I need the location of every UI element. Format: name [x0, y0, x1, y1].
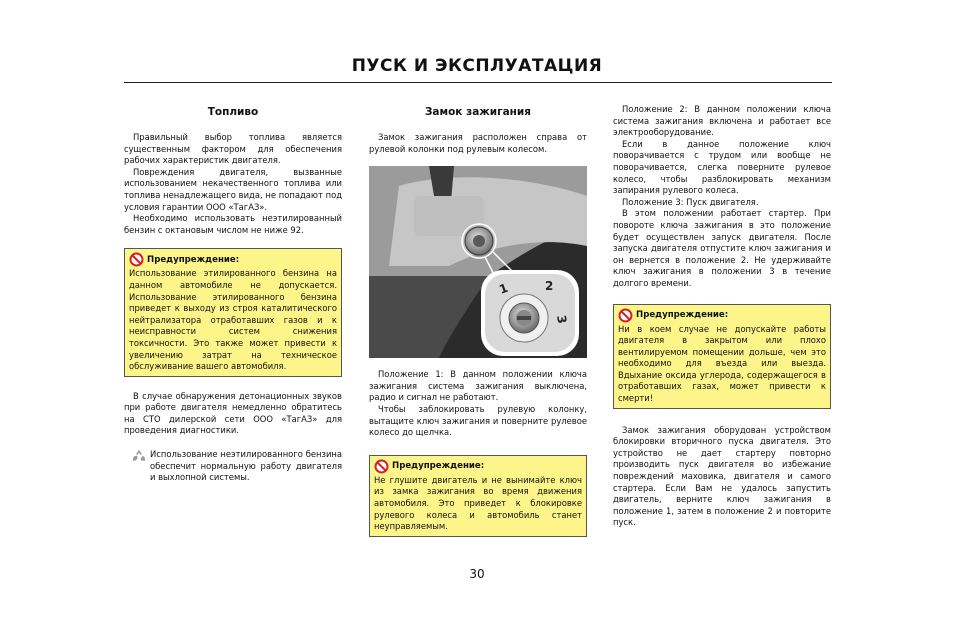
paragraph: В этом положении работает стартер. При повороте ключа зажигания в это положение будет осуществлен запуск двигателя. После запуска двигателя отпустите ключ зажигания и он вернется в положение 2. Не удерживайте ключ зажигания в положении 3 в течение долгого времени.	[613, 208, 831, 288]
prohibition-icon	[129, 252, 144, 267]
warning-box-exhaust	[613, 304, 831, 409]
column-positions	[613, 104, 831, 529]
paragraph: Положение 1: В данном положении ключа зажигания система зажигания выключена, радио и сигнал не работают.	[369, 369, 587, 403]
warning-text: Не глушите двигатель и не вынимайте ключ из замка зажигания во время движения автомобиля. Это приведет к блокировке рулевого колеса и автомобиль станет неуправляемым.	[374, 474, 582, 532]
section-heading-ignition: Замок зажигания	[424, 106, 532, 118]
warning-title: Предупреждение:	[392, 461, 485, 472]
paragraph: Чтобы заблокировать рулевую колонку, вытащите ключ зажигания и поверните рулевое колесо до щелчка.	[369, 403, 587, 438]
paragraph: Замок зажигания расположен справа от рулевой колонки под рулевым колесом.	[369, 132, 587, 154]
warning-box-ignition	[369, 455, 587, 537]
paragraph: Положение 2: В данном положении ключа система зажигания включена и работает все электрооборудование.	[613, 104, 831, 138]
title-divider	[124, 82, 832, 83]
column-ignition	[369, 104, 587, 537]
paragraph: Повреждения двигателя, вызванные использованием некачественного топлива или топлива ненадлежащего вида, не попадают под условия гарантии ООО «ТагАЗ».	[124, 166, 342, 212]
page-title: ПУСК И ЭКСПЛУАТАЦИЯ	[351, 56, 603, 76]
paragraph: Использование неэтилированного бензина обеспечит нормальную работу двигателя и выхлопной системы.	[150, 449, 342, 483]
eco-note	[124, 449, 342, 484]
warning-box-leaded-fuel	[124, 248, 342, 376]
paragraph: В случае обнаружения детонационных звуков при работе двигателя немедленно обратитесь на СТО дилерской сети ООО «ТагАЗ» для проведения диагностики.	[124, 390, 342, 436]
position-label-2: 2	[545, 279, 554, 294]
prohibition-icon	[374, 459, 389, 474]
warning-text: Ни в коем случае не допускайте работы двигателя в закрытом или плохо вентилируемом помещении дольше, чем это необходимо для въезда или выезда. Вдыхание оксида углерода, содержащегося в отработавших газах, может привести к смерти!	[618, 323, 826, 404]
paragraph: Если в данное положение ключ поворачивается с трудом или вообще не поворачивается, слегка поверните рулевое колесо, чтобы разблокировать механизм запирания рулевого колеса.	[613, 138, 831, 196]
paragraph: Положение 3: Пуск двигателя.	[622, 196, 759, 207]
paragraph: Необходимо использовать неэтилированный бензин с октановым числом не ниже 92.	[124, 213, 342, 235]
column-fuel	[124, 104, 342, 484]
warning-title: Предупреждение:	[636, 310, 729, 320]
ignition-lock-photo	[369, 166, 587, 358]
warning-text: Использование этилированного бензина на данном автомобиле не допускается. Использование этилированного бензина приведет к выходу из строя каталитического нейтрализатора отработавших газов и к неисправности систем снижения токсичности. Это также может привести к увеличению затрат на техническое обслуживание вашего автомобиля.	[129, 268, 337, 372]
position-label-3: 3	[554, 314, 570, 325]
page-number: 30	[469, 567, 485, 581]
section-heading-fuel: Топливо	[207, 106, 259, 118]
prohibition-icon	[618, 308, 633, 323]
warning-title: Предупреждение:	[147, 254, 240, 265]
recycle-icon	[131, 449, 147, 463]
paragraph: Правильный выбор топлива является существенным фактором для обеспечения рабочих характеристик двигателя.	[124, 132, 342, 166]
paragraph: Замок зажигания оборудован устройством блокировки вторичного пуска двигателя. Это устройство не дает стартеру повторно производить пуск двигателя во избежание повреждений маховика, двигателя и самого стартера. Если Вам не удалось запустить двигатель, верните ключ зажигания в положение 1, затем в положение 2 и повторите пуск.	[613, 424, 831, 528]
position-label-1: 1	[497, 280, 510, 298]
